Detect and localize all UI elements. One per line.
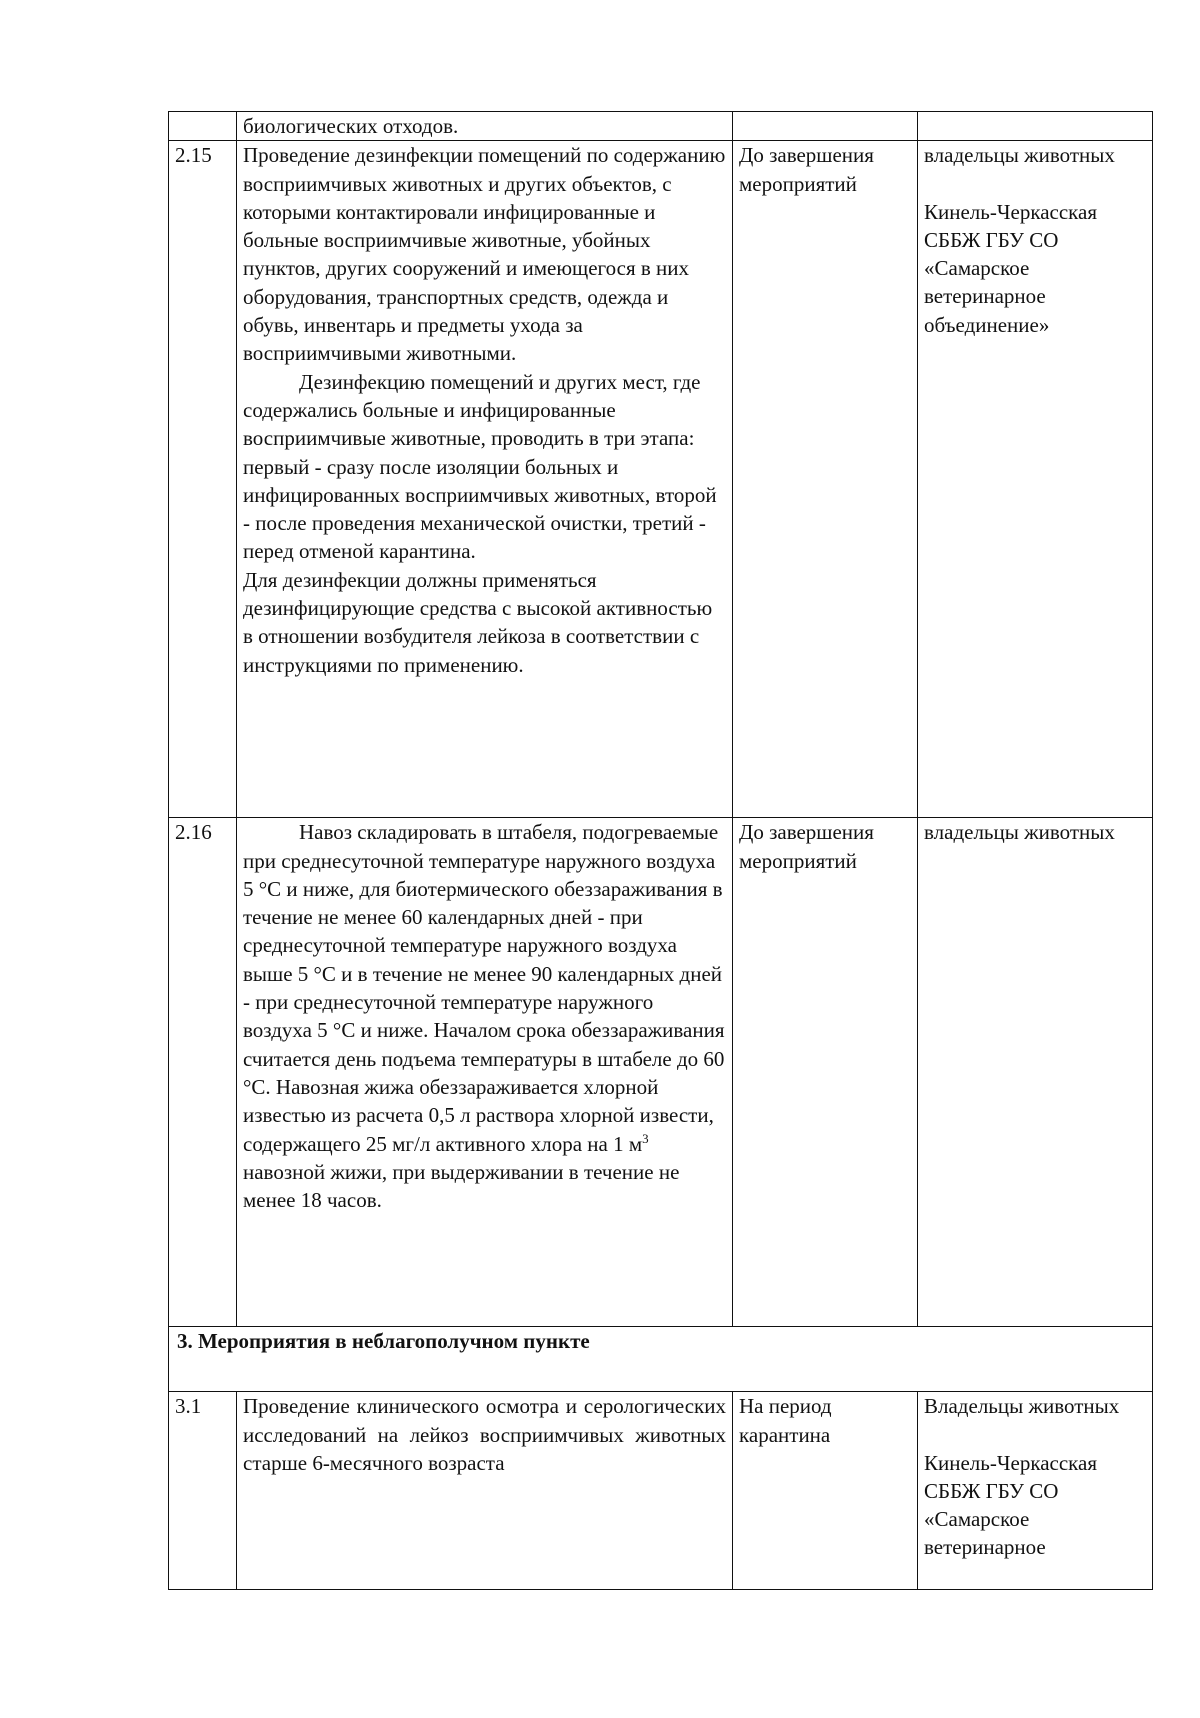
table-row-continuation (169, 112, 1153, 141)
section-header-row (169, 1327, 1153, 1392)
measure-text (237, 818, 733, 1327)
table-row-2-16 (169, 818, 1153, 1327)
deadline-cell (733, 112, 918, 141)
responsible-cell (918, 112, 1153, 141)
measure-text (237, 141, 733, 818)
responsible-owners: владельцы животных (924, 143, 1115, 168)
measure-text (237, 1392, 733, 1590)
measure-text-part: Навоз складировать в штабеля, подогреваемые при среднесуточной температуре наружного воздуха 5 °C и ниже, для биотермического обеззараживания в течение не менее 60 календарных дней - при среднесуточной температуре наружного воздуха выше 5 °C и в течение не менее 90 календарных дней - при среднесуточной температуре наружного воздуха 5 °C и ниже. Началом срока обеззараживания считается день подъема температуры в штабеле до 60 °C. Навозная жижа обеззараживается хлорной известью из расчета 0,5 л раствора хлорной извести, содержащего 25 мг/л активного хлора на 1 м (243, 820, 725, 1156)
responsible-cell (918, 141, 1153, 818)
measure-paragraph: Проведение дезинфекции помещений по содержанию восприимчивых животных и других объектов, с которыми контактировали инфицированные и больные восприимчивые животные, убойных пунктов, других сооружений и имеющегося в них оборудования, транспортных средств, одежда и обувь, инвентарь и предметы ухода за восприимчивыми животными. (243, 143, 726, 366)
responsible-owners: Владельцы животных (924, 1394, 1120, 1419)
measure-paragraph: Для дезинфекции должны применяться дезинфицирующие средства с высокой активностью в отношении возбудителя лейкоза в соответствии с инструкциями по применению. (243, 567, 713, 677)
item-number (169, 112, 237, 141)
deadline-cell: На период карантина (733, 1392, 918, 1590)
item-number: 2.15 (169, 141, 237, 818)
measure-text (237, 112, 733, 141)
responsible-owners: владельцы животных (924, 820, 1115, 845)
responsible-cell (918, 1392, 1153, 1590)
measure-paragraph: Дезинфекцию помещений и других мест, где содержались больные и инфицированные восприимчивые животные, проводить в три этапа: первый - сразу после изоляции больных и инфицированных восприимчивых животных, второй - после проведения механической очистки, третий - перед отменой карантина. (243, 369, 717, 564)
measure-paragraph: биологических отходов. (243, 114, 459, 138)
deadline-cell: До завершения мероприятий (733, 141, 918, 818)
table-row-2-15 (169, 141, 1153, 818)
measure-paragraph: Проведение клинического осмотра и серологических исследований на лейкоз восприимчивых животных старше 6-месячного возраста (243, 1394, 726, 1475)
section-title: 3. Мероприятия в неблагополучном пункте (169, 1327, 1153, 1392)
item-number: 3.1 (169, 1392, 237, 1590)
responsible-vet-station: Кинель-Черкасская СББЖ ГБУ СО «Самарское ветеринарное (924, 1450, 1098, 1560)
measure-paragraph (243, 818, 726, 1214)
responsible-cell (918, 818, 1153, 1327)
item-number: 2.16 (169, 818, 237, 1327)
measures-table (168, 111, 1153, 1590)
deadline-cell: До завершения мероприятий (733, 818, 918, 1327)
measure-text-part: навозной жижи, при выдерживании в течение не менее 18 часов. (243, 1159, 680, 1213)
superscript-cubic: 3 (642, 1130, 649, 1146)
table-row-3-1 (169, 1392, 1153, 1590)
responsible-vet-station: Кинель-Черкасская СББЖ ГБУ СО «Самарское ветеринарное объединение» (924, 199, 1098, 337)
